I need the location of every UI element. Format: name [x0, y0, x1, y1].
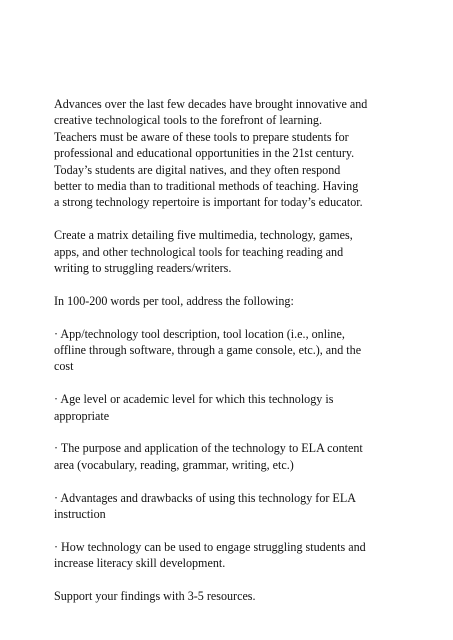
- task-paragraph: [54, 227, 414, 276]
- text-line: increase literacy skill development.: [54, 556, 226, 571]
- text-line: better to media than to traditional methods of teaching. Having: [54, 179, 359, 194]
- text-line: In 100-200 words per tool, address the following:: [54, 293, 294, 308]
- text-line: Today’s students are digital natives, and they often respond: [54, 162, 341, 177]
- bullet-age-level: [54, 391, 414, 424]
- text-line: area (vocabulary, reading, grammar, writing, etc.): [54, 457, 294, 472]
- bullet-engagement: [54, 539, 414, 572]
- resources-paragraph: [54, 588, 414, 604]
- text-line: writing to struggling readers/writers.: [54, 261, 232, 276]
- text-line: apps, and other technological tools for teaching reading and: [54, 244, 344, 259]
- bullet-purpose: [54, 440, 414, 473]
- text-line: · Advantages and drawbacks of using this technology for ELA: [54, 490, 356, 505]
- text-line: appropriate: [54, 408, 110, 423]
- text-line: · Age level or academic level for which this technology is: [54, 392, 334, 407]
- text-line: professional and educational opportunities in the 21st century.: [54, 146, 355, 161]
- text-line: Support your findings with 3-5 resources.: [54, 589, 256, 604]
- text-line: instruction: [54, 507, 106, 522]
- bullet-advantages: [54, 490, 414, 523]
- text-line: creative technological tools to the forefront of learning.: [54, 113, 322, 128]
- text-line: · App/technology tool description, tool location (i.e., online,: [54, 326, 345, 341]
- bullet-tool-description: [54, 326, 414, 375]
- text-line: cost: [54, 359, 74, 374]
- document-body: [54, 96, 414, 621]
- text-line: Advances over the last few decades have brought innovative and: [54, 97, 368, 111]
- text-line: · How technology can be used to engage struggling students and: [54, 539, 366, 554]
- text-line: Teachers must be aware of these tools to prepare students for: [54, 129, 349, 144]
- instructions-paragraph: [54, 293, 414, 309]
- text-line: Create a matrix detailing five multimedia, technology, games,: [54, 228, 353, 243]
- intro-paragraph: [54, 96, 414, 211]
- text-line: a strong technology repertoire is important for today’s educator.: [54, 195, 363, 210]
- text-line: · The purpose and application of the technology to ELA content: [54, 441, 363, 456]
- text-line: offline through software, through a game console, etc.), and the: [54, 343, 362, 358]
